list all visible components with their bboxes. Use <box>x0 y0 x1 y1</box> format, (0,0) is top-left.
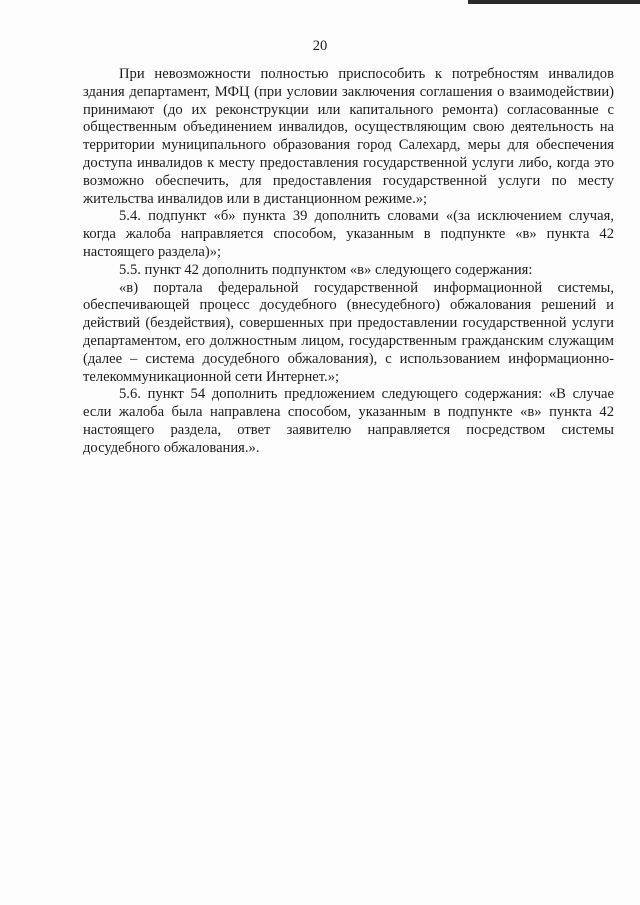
page-number: 20 <box>312 38 328 54</box>
paragraph-accessibility-measures: При невозможности полностью приспособить к потребностям инвалидов здания департамент, МФЦ (при условии заключения соглашения о взаимодействии) принимают (до их реконструкции или капитального ремонта) согласованные с общественным объединением инвалидов, осуществляющим свою деятельность на территории муниципального образования город Салехард, меры для обеспечения доступа инвалидов к месту предоставления государственной услуги либо, когда это возможно обеспечить, для предоставления государственной услуги по месту жительства инвалидов или в дистанционном режиме.»; <box>83 66 614 207</box>
scan-edge-mark <box>468 0 640 4</box>
document-body <box>83 66 614 458</box>
paragraph-5-4: 5.4. подпункт «б» пункта 39 дополнить словами «(за исключением случая, когда жалоба направляется способом, указанным в подпункте «в» пункта 42 настоящего раздела)»; <box>83 208 614 260</box>
paragraph-subitem-v: «в) портала федеральной государственной информационной системы, обеспечивающей процесс досудебного (внесудебного) обжалования решений и действий (бездействия), совершенных при предоставлении государственной услуги департаментом, его должностным лицом, государственным гражданским служащим (далее – система досудебного обжалования), с использованием информационно-телекоммуникационной сети Интернет.»; <box>83 279 614 385</box>
paragraph-5-5: 5.5. пункт 42 дополнить подпунктом «в» следующего содержания: <box>119 261 533 278</box>
paragraph-5-6: 5.6. пункт 54 дополнить предложением следующего содержания: «В случае если жалоба была направлена способом, указанным в подпункте «в» пункта 42 настоящего раздела, ответ заявителю направляется посредством системы досудебного обжалования.». <box>83 386 614 456</box>
